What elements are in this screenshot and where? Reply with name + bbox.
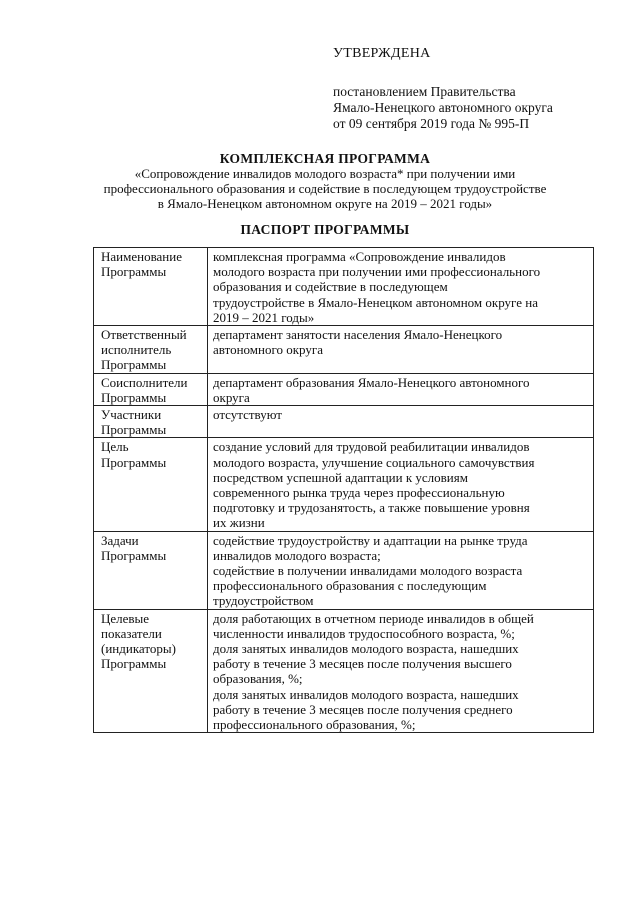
row-value-line: современного рынка труда через профессиональную xyxy=(213,485,505,501)
approval-line: от 09 сентября 2019 года № 995-П xyxy=(333,116,530,131)
program-subtitle-line: в Ямало-Ненецком автономном округе на 2019 – 2021 годы» xyxy=(157,196,493,211)
row-label-line: Программы xyxy=(101,422,167,438)
row-value-line: комплексная программа «Сопровождение инвалидов xyxy=(213,249,506,264)
row-label-cell xyxy=(94,609,208,733)
row-value-line: округа xyxy=(213,389,250,405)
table-row xyxy=(94,531,594,609)
row-value-line: доля работающих в отчетном периоде инвалидов в общей xyxy=(213,610,534,626)
passport-heading: ПАСПОРТ ПРОГРАММЫ xyxy=(240,222,410,237)
row-value-line: посредством успешной адаптации к условиям xyxy=(213,469,468,485)
row-label-cell xyxy=(94,326,208,374)
row-label-line: Программы xyxy=(101,547,167,563)
row-label-line: Ответственный xyxy=(101,327,187,343)
row-label-line: Соисполнители xyxy=(101,374,188,390)
row-value-line: департамент образования Ямало-Ненецкого автономного xyxy=(213,374,530,390)
table-row xyxy=(94,609,594,733)
table-row xyxy=(94,248,594,326)
row-label-line: (индикаторы) xyxy=(101,641,176,657)
row-label-line: Программы xyxy=(101,264,167,280)
row-value-line: отсутствуют xyxy=(213,407,282,423)
row-label-line: Цель xyxy=(101,439,129,455)
row-label-cell xyxy=(94,373,208,405)
row-value-line: трудоустройстве в Ямало-Ненецком автономном округе на xyxy=(213,294,538,310)
row-value-cell xyxy=(208,609,594,733)
row-label-line: Целевые xyxy=(101,610,150,626)
row-label-line: Участники xyxy=(101,407,162,423)
passport-table xyxy=(93,247,594,733)
row-value-line: подготовку и трудозанятость, а также повышение уровня xyxy=(213,500,530,516)
row-value-cell xyxy=(208,406,594,438)
row-value-line: департамент занятости населения Ямало-Ненецкого xyxy=(213,327,503,343)
row-value-cell xyxy=(208,248,594,326)
row-label-line: Программы xyxy=(101,656,167,672)
row-value-cell xyxy=(208,373,594,405)
row-label-line: Наименование xyxy=(101,249,182,264)
program-title xyxy=(60,151,590,211)
row-value-line: профессионального образования с последующим xyxy=(213,578,487,594)
row-value-line: молодого возраста, улучшение социального самочувствия xyxy=(213,454,535,470)
row-label-line: Программы xyxy=(101,357,167,373)
row-value-cell xyxy=(208,531,594,609)
row-label-line: исполнитель xyxy=(101,342,172,358)
row-value-line: доля занятых инвалидов молодого возраста, нашедших xyxy=(213,641,519,657)
program-heading: КОМПЛЕКСНАЯ ПРОГРАММА xyxy=(219,151,431,166)
approval-stamp: УТВЕРЖДЕНА xyxy=(333,46,431,61)
approval-line: Ямало-Ненецкого автономного округа xyxy=(333,100,553,115)
row-value-line: 2019 – 2021 годы» xyxy=(213,309,315,325)
row-value-line: инвалидов молодого возраста; xyxy=(213,547,381,563)
row-label-line: Программы xyxy=(101,389,167,405)
program-subtitle-line: профессионального образования и содействие в последующем трудоустройстве xyxy=(103,181,547,196)
approval-line: постановлением Правительства xyxy=(333,84,516,99)
row-label-cell xyxy=(94,531,208,609)
row-value-line: содействие трудоустройству и адаптации на рынке труда xyxy=(213,532,528,548)
row-label-cell xyxy=(94,248,208,326)
table-row xyxy=(94,326,594,374)
row-value-line: образования, %; xyxy=(213,671,303,687)
row-label-line: Программы xyxy=(101,454,167,470)
row-value-line: молодого возраста при получении ими профессионального xyxy=(213,264,541,280)
row-value-line: их жизни xyxy=(213,515,265,531)
table-row xyxy=(94,406,594,438)
row-value-line: образования и содействие в последующем xyxy=(213,279,448,295)
row-value-line: доля занятых инвалидов молодого возраста, нашедших xyxy=(213,686,519,702)
row-value-line: профессионального образования, %; xyxy=(213,717,416,733)
row-value-line: работу в течение 3 месяцев после получения высшего xyxy=(213,656,512,672)
table-row xyxy=(94,373,594,405)
row-label-line: показатели xyxy=(101,625,162,641)
row-value-cell xyxy=(208,326,594,374)
row-value-line: автономного округа xyxy=(213,342,323,358)
approval-block xyxy=(333,46,553,132)
row-value-cell xyxy=(208,438,594,531)
row-label-cell xyxy=(94,438,208,531)
row-value-line: работу в течение 3 месяцев после получения среднего xyxy=(213,701,513,717)
row-value-line: трудоустройством xyxy=(213,593,314,609)
row-value-line: численности инвалидов трудоспособного возраста, %; xyxy=(213,625,515,641)
row-value-line: содействие в получении инвалидами молодого возраста xyxy=(213,563,523,579)
row-label-line: Задачи xyxy=(101,532,139,548)
program-subtitle-line: «Сопровождение инвалидов молодого возраста* при получении ими xyxy=(134,166,516,181)
table-row xyxy=(94,438,594,531)
row-value-line: создание условий для трудовой реабилитации инвалидов xyxy=(213,439,530,455)
row-label-cell xyxy=(94,406,208,438)
